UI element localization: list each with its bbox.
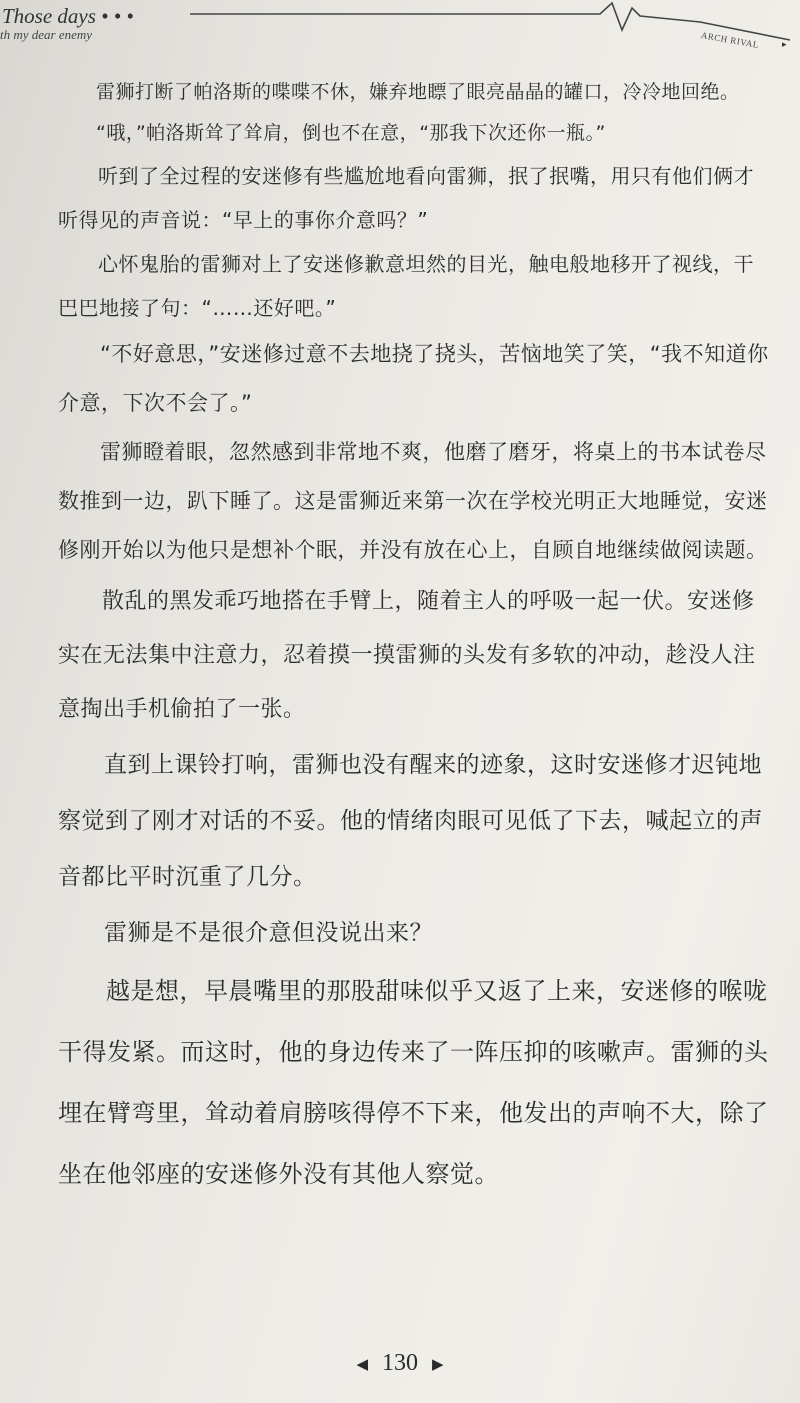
paragraph: 散乱的黑发乖巧地搭在手臂上，随着主人的呼吸一起一伏。安迷修实在无法集中注意力，忍着摸一摸雷狮的头发有多软的冲动，趁没人注意掏出手机偷拍了一张。 [58, 589, 756, 722]
paragraph: 越是想，早晨嘴里的那股甜味似乎又返了上来，安迷修的喉咙干得发紧。而这时，他的身边传来了一阵压抑的咳嗽声。雷狮的头埋在臂弯里，耸动着肩膀咳得停不下来，他发出的声响不大，除了坐在他邻座的安迷修外没有其他人察觉。 [58, 977, 769, 1188]
paragraph: 雷狮是不是很介意但没说出来？ [104, 920, 433, 946]
header-rule-decoration [0, 0, 800, 60]
header-arrow-icon: ▸ [782, 40, 787, 50]
triangle-left-icon: ◀ [356, 1356, 368, 1373]
triangle-right-icon: ▶ [432, 1356, 444, 1373]
paragraph: 雷狮打断了帕洛斯的喋喋不休，嫌弃地瞟了眼亮晶晶的罐口，冷冷地回绝。 [96, 81, 740, 103]
paragraph: 雷狮瞪着眼，忽然感到非常地不爽，他磨了磨牙，将桌上的书本试卷尽数推到一边，趴下睡了。这是雷狮近来第一次在学校光明正大地睡觉，安迷修刚开始以为他只是想补个眠，并没有放在心上，自顾自地继续做阅读题。 [58, 440, 768, 562]
paragraph: 直到上课铃打响，雷狮也没有醒来的迹象，这时安迷修才迟钝地察觉到了刚才对话的不妥。他的情绪肉眼可见低了下去，喊起立的声音都比平时沉重了几分。 [58, 752, 763, 890]
paragraph: 心怀鬼胎的雷狮对上了安迷修歉意坦然的目光，触电般地移开了视线，干巴巴地接了句：“……还好吧。” [58, 252, 754, 320]
header-book-title: Those days • • • [2, 4, 134, 28]
header-book-subtitle: th my dear enemy [0, 27, 93, 42]
paragraph: 听到了全过程的安迷修有些尴尬地看向雷狮，抿了抿嘴，用只有他们俩才听得见的声音说：“早上的事你介意吗？” [58, 164, 754, 232]
header-right-label: ARCH RIVAL [700, 30, 760, 51]
paragraph: “哦，”帕洛斯耸了耸肩，倒也不在意，“那我下次还你一瓶。” [96, 122, 606, 144]
page-number: 130 [382, 1350, 418, 1376]
page-body [58, 72, 770, 1205]
paragraph: “不好意思，”安迷修过意不去地挠了挠头，苦恼地笑了笑，“我不知道你介意，下次不会了。” [58, 342, 769, 415]
page-footer [0, 1350, 800, 1377]
running-header [0, 0, 800, 60]
